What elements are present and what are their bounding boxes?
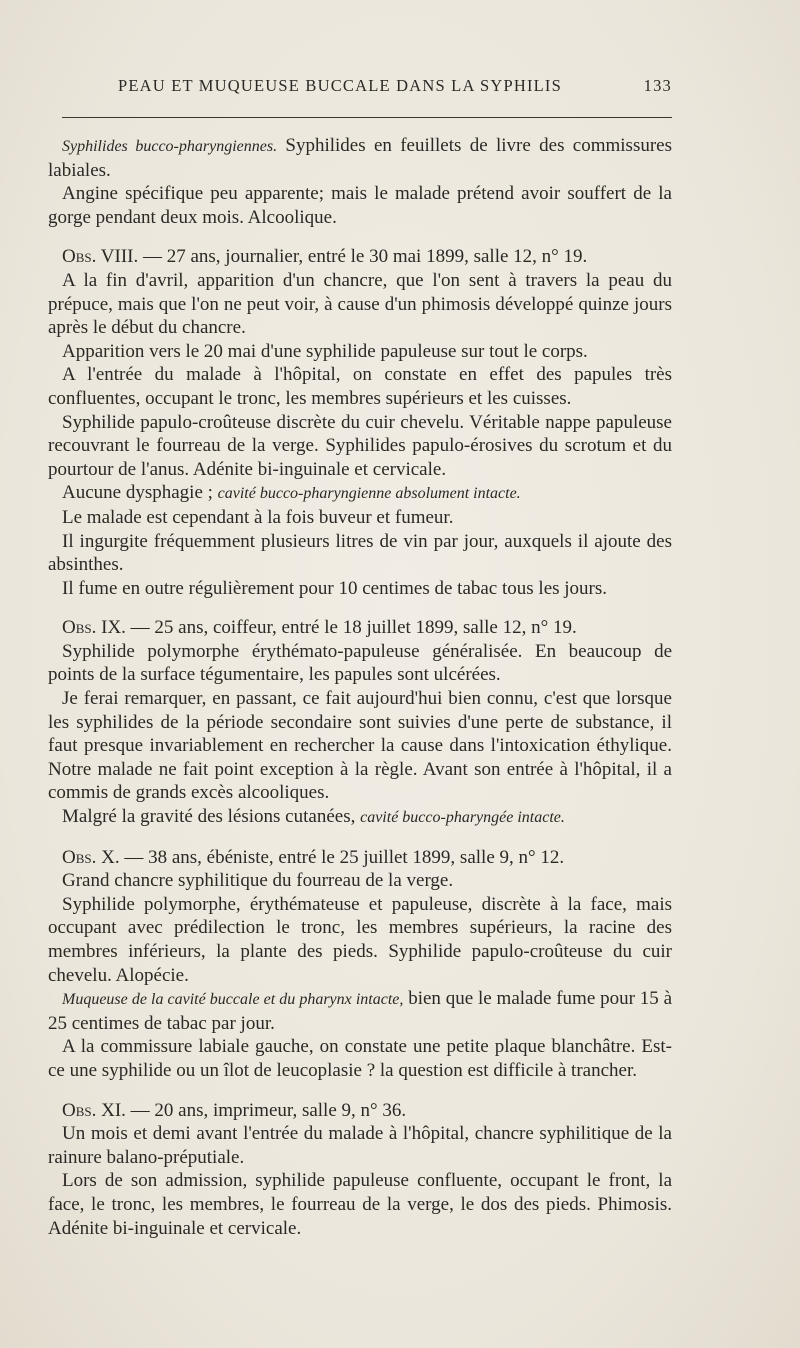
paragraph: [48, 530, 672, 577]
italic-text: Syphilides bucco-pharyngiennes.: [62, 138, 278, 155]
paragraph: [48, 987, 672, 1035]
paragraph-text: — 38 ans, ébéniste, entré le 25 juillet 1899, salle 9, n° 12.: [119, 846, 565, 868]
paragraph: [48, 481, 672, 506]
paragraph: [48, 1099, 672, 1123]
paragraph-text: Syphilides en feuillets de livre des commissures labiales.: [48, 135, 673, 181]
running-header: [118, 76, 672, 96]
running-title: PEAU ET MUQUEUSE BUCCALE DANS LA SYPHILIS: [118, 76, 563, 95]
paragraph-text: Syphilide polymorphe érythémato-papuleuse généralisée. En beaucoup de points de la surface tégumentaire, les papules sont ulcérées.: [48, 640, 672, 686]
paragraph: [48, 616, 672, 640]
paragraph-text: Aucune dysphagie ;: [62, 482, 218, 504]
paragraph-text: Le malade est cependant à la fois buveur et fumeur.: [62, 506, 454, 528]
paragraph-text: A la fin d'avril, apparition d'un chancre, que l'on sent à travers la peau du prépuce, mais que l'on ne peut voir, à cause d'un phimosis développé quinze jours après le début du chancre.: [48, 269, 672, 339]
paragraph-text: Syphilide polymorphe, érythémateuse et papuleuse, discrète à la face, mais occupant avec prédilection le tronc, les membres supérieurs, la racine des membres inférieurs, la plante des pieds. Syphilide papulo-croûteuse du cuir chevelu. Alopécie.: [48, 893, 672, 986]
paragraph-text: Apparition vers le 20 mai d'une syphilide papuleuse sur tout le corps.: [62, 340, 588, 362]
paragraph: [48, 805, 672, 830]
paragraph: [48, 411, 672, 482]
paragraph-text: bien que le malade fume pour 15 à 25 centimes de tabac par jour.: [48, 988, 672, 1034]
paragraph-text: Je ferai remarquer, en passant, ce fait aujourd'hui bien connu, c'est que lorsque les syphilides de la période secondaire sont suivies d'une perte de substance, il faut presque invariablement en rechercher la cause dans l'intoxication éthylique. Notre malade ne fait point exception à la règle. Avant son entrée à l'hôpital, il a commis de grands excès alcooliques.: [48, 688, 672, 804]
paragraph-text: Lors de son admission, syphilide papuleuse confluente, occupant le front, la face, le tronc, les membres, le fourreau de la verge, le dos des pieds. Phimosis. Adénite bi-inguinale et cervicale.: [48, 1170, 672, 1239]
paragraph-text: — 25 ans, coiffeur, entré le 18 juillet 1899, salle 12, n° 19.: [125, 617, 577, 639]
italic-text: Muqueuse de la cavité buccale et du pharynx intacte,: [62, 991, 404, 1009]
paragraph-text: Un mois et demi avant l'entrée du malade à l'hôpital, chancre syphilitique de la rainure balano-préputiale.: [48, 1123, 672, 1168]
page-body: [48, 134, 672, 1240]
paragraph: [48, 182, 672, 229]
paragraph: [48, 340, 672, 364]
observation-label: Obs. VIII.: [62, 246, 139, 268]
paragraph-text: Malgré la gravité des lésions cutanées,: [62, 806, 361, 828]
paragraph: [48, 577, 672, 601]
paragraph: [48, 506, 672, 530]
italic-text: cavité bucco-pharyngée intacte.: [360, 809, 565, 827]
paragraph: [48, 269, 672, 340]
observation-label: Obs. XI.: [62, 1099, 126, 1121]
paragraph: [48, 134, 672, 182]
paragraph-text: Angine spécifique peu apparente; mais le malade prétend avoir souffert de la gorge pendant deux mois. Alcoolique.: [48, 183, 672, 228]
paragraph-text: Il ingurgite fréquemment plusieurs litres de vin par jour, auxquels il ajoute des absinthes.: [48, 530, 672, 576]
paragraph-text: Syphilide papulo-croûteuse discrète du cuir chevelu. Véritable nappe papuleuse recouvrant le fourreau de la verge. Syphilides papulo-érosives du scrotum et du pourtour de l'anus. Adénite bi-inguinale et cervicale.: [48, 411, 672, 480]
paragraph-text: Il fume en outre régulièrement pour 10 centimes de tabac tous les jours.: [62, 577, 608, 599]
paragraph: [48, 640, 672, 687]
paragraph: [48, 1122, 672, 1169]
paragraph: [48, 893, 672, 987]
italic-text: cavité bucco-pharyngienne absolument intacte.: [217, 485, 521, 503]
observation-label: Obs. X.: [62, 846, 120, 868]
paragraph: [48, 687, 672, 805]
paragraph-text: — 20 ans, imprimeur, salle 9, n° 36.: [125, 1099, 407, 1121]
page-number: 133: [643, 76, 672, 95]
paragraph: [48, 1035, 672, 1082]
paragraph: [48, 846, 672, 870]
paragraph: [48, 245, 672, 269]
header-rule: [62, 117, 672, 118]
paragraph: [48, 363, 672, 410]
paragraph-text: A l'entrée du malade à l'hôpital, on constate en effet des papules très confluentes, occupant le tronc, les membres supérieurs et les cuisses.: [48, 364, 672, 409]
paragraph: [48, 1169, 672, 1240]
paragraph: [48, 869, 672, 893]
paragraph-text: A la commissure labiale gauche, on constate une petite plaque blanchâtre. Est-ce une syphilide ou un îlot de leucoplasie ? la question est difficile à trancher.: [48, 1036, 672, 1081]
observation-label: Obs. IX.: [62, 617, 126, 639]
paragraph-text: Grand chancre syphilitique du fourreau de la verge.: [62, 870, 454, 892]
paragraph-text: — 27 ans, journalier, entré le 30 mai 1899, salle 12, n° 19.: [138, 246, 588, 268]
